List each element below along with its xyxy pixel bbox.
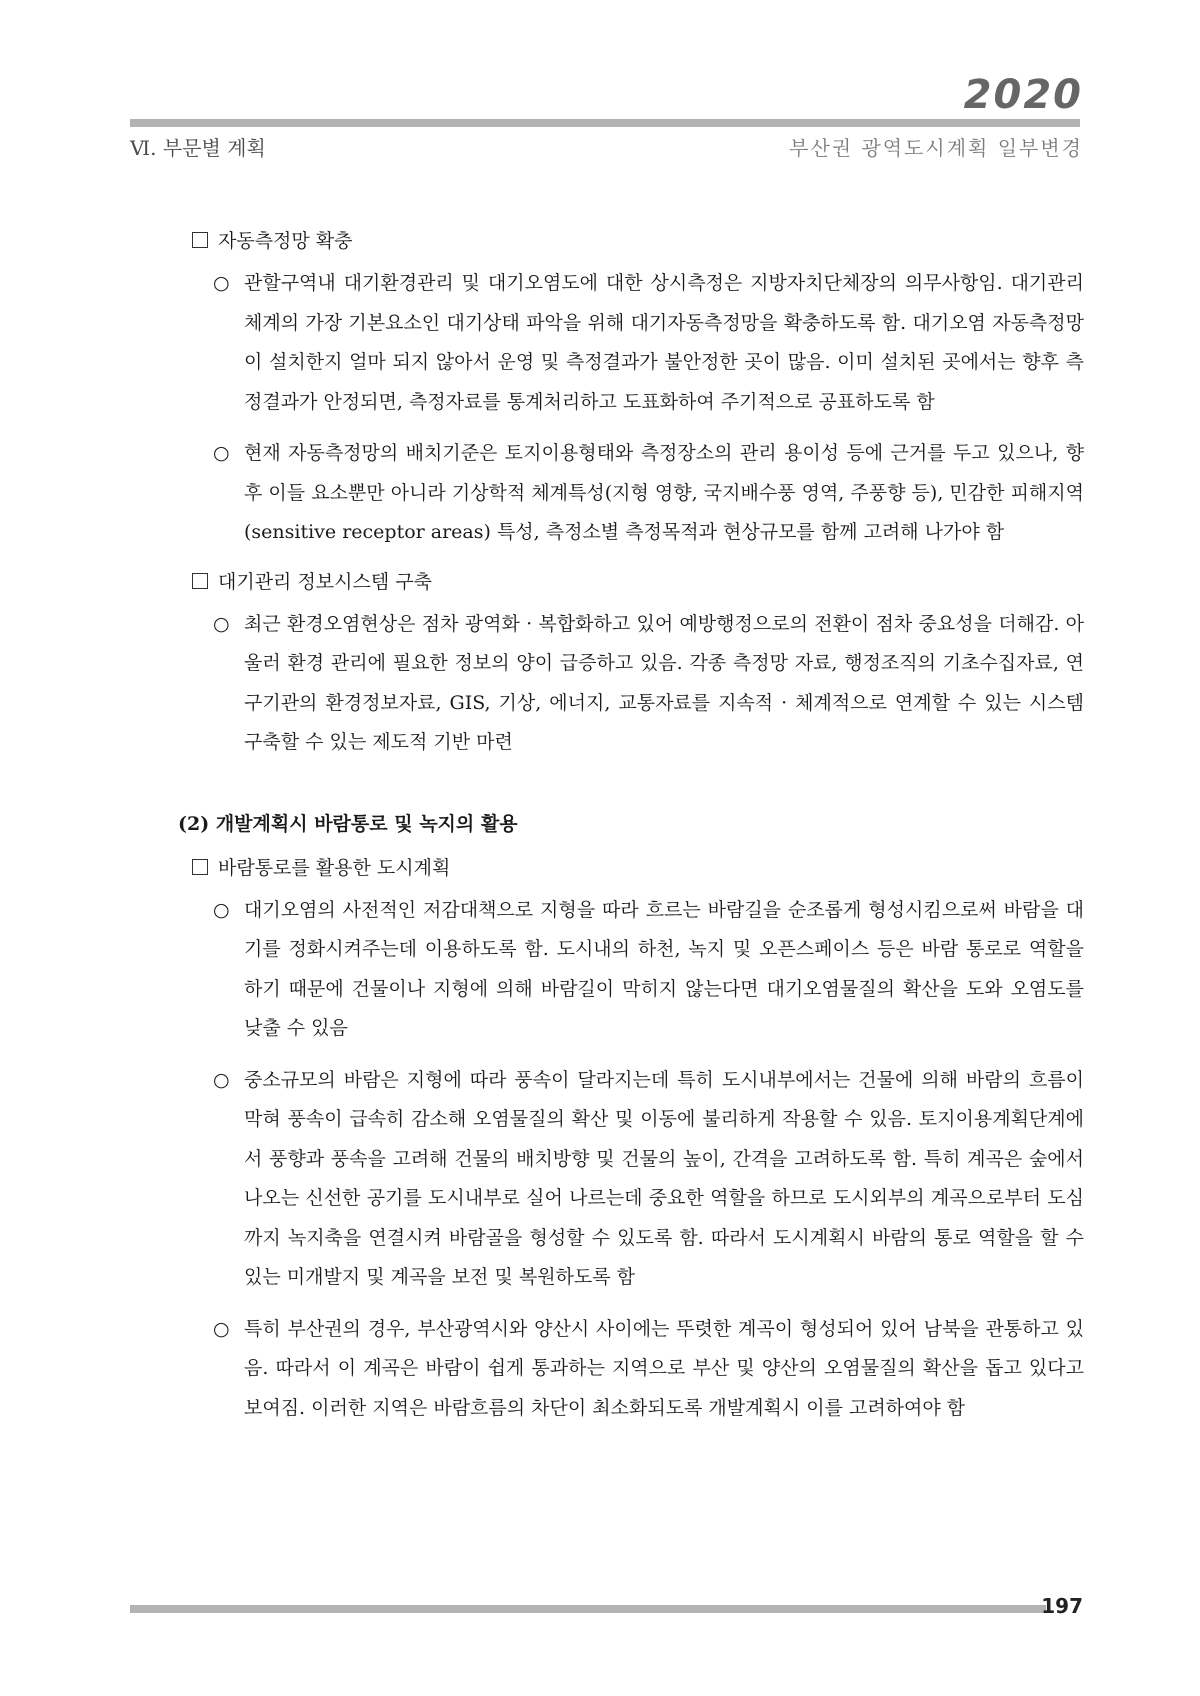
circle-bullet-icon: ○ [213, 612, 230, 635]
year-label: 2020 [963, 72, 1083, 118]
page-body [0, 224, 1200, 1440]
section-heading: 대기관리 정보시스템 구축 [192, 565, 1200, 599]
section-heading: 바람통로를 활용한 도시계획 [192, 851, 1200, 885]
checkbox-square-icon [192, 573, 208, 589]
footer-rule [130, 1605, 1046, 1613]
bullet-text: 중소규모의 바람은 지형에 따라 풍속이 달라지는데 특히 도시내부에서는 건물에 의해 바람의 흐름이 막혀 풍속이 급속히 감소해 오염물질의 확산 및 이동에 불리하게 작용할 수 있음. 토지이용계획단계에서 풍향과 풍속을 고려해 건물의 배치방향 및 건물의 높이, 간격을 고려하도록 함. 특히 계곡은 숲에서 나오는 신선한 공기를 도시내부로 실어 나르는데 중요한 역할을 하므로 도시외부의 계곡으로부터 도심까지 녹지축을 연결시켜 바람골을 형성할 수 있도록 함. 따라서 도시계획시 바람의 통로 역할을 할 수 있는 미개발지 및 계곡을 보전 및 복원하도록 함 [244, 1068, 1084, 1288]
checkbox-square-icon [192, 232, 208, 248]
bullet-text: 현재 자동측정망의 배치기준은 토지이용형태와 측정장소의 관리 용이성 등에 근거를 두고 있으나, 향후 이들 요소뿐만 아니라 기상학적 체계특성(지형 영향, 국지배수풍 영역, 주풍향 등), 민감한 피해지역(sensitive receptor areas) 특성, 측정소별 측정목적과 현상규모를 함께 고려해 나가야 함 [244, 442, 1084, 543]
circle-bullet-icon: ○ [213, 442, 230, 464]
chapter-title: Ⅵ. 부문별 계획 [130, 136, 266, 160]
bullet-item [0, 605, 1200, 763]
document-title: 부산권 광역도시계획 일부변경 [789, 136, 1083, 160]
bullet-text: 관할구역내 대기환경관리 및 대기오염도에 대한 상시측정은 지방자치단체장의 의무사항임. 대기관리체계의 가장 기본요소인 대기상태 파악을 위해 대기자동측정망을 확충하도록 함. 대기오염 자동측정망이 설치한지 얼마 되지 않아서 운영 및 측정결과가 불안정한 곳이 많음. 이미 설치된 곳에서는 향후 측정결과가 안정되면, 측정자료를 통계처리하고 도표화하여 주기적으로 공표하도록 함 [244, 272, 1084, 413]
circle-bullet-icon: ○ [213, 898, 230, 921]
bullet-text: 최근 환경오염현상은 점차 광역화 · 복합화하고 있어 예방행정으로의 전환이 점차 중요성을 더해감. 아울러 환경 관리에 필요한 정보의 양이 급증하고 있음. 각종 측정망 자료, 행정조직의 기초수집자료, 연구기관의 환경정보자료, GIS, 기상, 에너지, 교통자료를 지속적 · 체계적으로 연계할 수 있는 시스템 구축할 수 있는 제도적 기반 마련 [244, 612, 1084, 753]
bullet-text: 대기오염의 사전적인 저감대책으로 지형을 따라 흐르는 바람길을 순조롭게 형성시킴으로써 바람을 대기를 정화시켜주는데 이용하도록 함. 도시내의 하천, 녹지 및 오픈스페이스 등은 바람 통로로 역할을 하기 때문에 건물이나 지형에 의해 바람길이 막히지 않는다면 대기오염물질의 확산을 도와 오염도를 낮출 수 있음 [244, 898, 1084, 1039]
header-rule [130, 119, 1080, 127]
bullet-item [0, 264, 1200, 422]
bullet-item [0, 434, 1200, 553]
circle-bullet-icon: ○ [213, 1317, 230, 1340]
section-heading: 자동측정망 확충 [192, 224, 1200, 258]
bullet-item [0, 891, 1200, 1049]
bullet-item [0, 1310, 1200, 1429]
circle-bullet-icon: ○ [213, 1068, 230, 1091]
bullet-item [0, 1061, 1200, 1298]
page-number: 197 [1041, 1594, 1083, 1618]
bullet-text: 특히 부산권의 경우, 부산광역시와 양산시 사이에는 뚜렷한 계곡이 형성되어 있어 남북을 관통하고 있음. 따라서 이 계곡은 바람이 쉽게 통과하는 지역으로 부산 및 양산의 오염물질의 확산을 돕고 있다고 보여짐. 이러한 지역은 바람흐름의 차단이 최소화되도록 개발계획시 이를 고려하여야 함 [244, 1317, 1084, 1419]
checkbox-square-icon [192, 859, 208, 875]
circle-bullet-icon: ○ [213, 272, 230, 294]
subsection-title: (2) 개발계획시 바람통로 및 녹지의 활용 [178, 812, 518, 835]
